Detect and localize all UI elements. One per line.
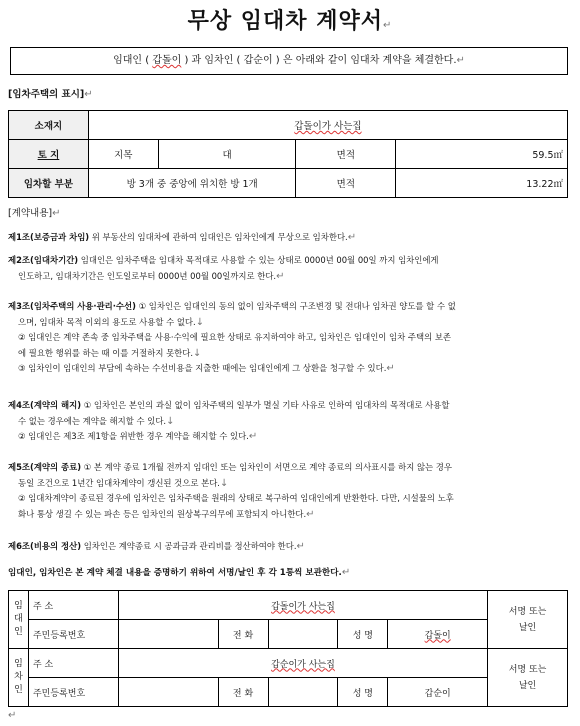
closing-statement: 임대인, 임차인은 본 계약 체결 내용을 증명하기 위하여 서명/날인 후 각 1통씩 보관한다.↵ bbox=[8, 567, 351, 578]
category-value: 대 bbox=[158, 140, 296, 169]
table-row bbox=[9, 620, 568, 649]
landlord-id-label: 주민등록번호 bbox=[28, 620, 118, 649]
table-row bbox=[9, 111, 568, 140]
tenant-sign-area[interactable]: 서명 또는 날인 bbox=[488, 649, 568, 707]
article-4: 제4조(계약의 해지) ① 임차인은 본인의 과실 없이 임차주택의 일부가 멸실 기타 사유로 인하여 임대차의 목적대로 사용할 수 없는 경우에는 계약을 해지할 수 있다.↓ ② 임대인은 제3조 제1항을 위반한 경우 계약을 해지할 수 있다.↵ bbox=[8, 400, 450, 442]
paragraph-mark: ↵ bbox=[8, 710, 17, 721]
signature-table bbox=[8, 590, 568, 707]
tenant-address-label: 주 소 bbox=[28, 649, 118, 678]
landlord-phone-label: 전 화 bbox=[218, 620, 268, 649]
land-area-label: 면적 bbox=[296, 140, 396, 169]
article-2: 제2조(임대차기간) 임대인은 임차주택을 임대차 목적대로 사용할 수 있는 상태로 0000년 00월 00일 까지 임차인에게 인도하고, 임대차기간은 인도일로부터 0000년 00월 00일까지로 한다.↵ bbox=[8, 255, 439, 282]
landlord-name-value: 갑돌이 bbox=[388, 620, 488, 649]
landlord-role-label: 임 대 인 bbox=[9, 591, 29, 649]
table-row bbox=[9, 140, 568, 169]
tenant-id-label: 주민등록번호 bbox=[28, 678, 118, 707]
landlord-name-label: 성 명 bbox=[338, 620, 388, 649]
rental-area-value: 13.22㎡ bbox=[396, 169, 568, 198]
table-row bbox=[9, 649, 568, 678]
property-section-heading: [임차주택의 표시]↵ bbox=[8, 89, 93, 100]
location-label: 소재지 bbox=[9, 111, 89, 140]
parties-box: 임대인 ( 갑돌이 ) 과 임차인 ( 갑순이 ) 은 아래와 같이 임대차 계약을 체결한다.↵ bbox=[10, 47, 568, 75]
tenant-phone-value[interactable] bbox=[268, 678, 338, 707]
land-area-value: 59.5㎡ bbox=[396, 140, 568, 169]
landlord-phone-value[interactable] bbox=[268, 620, 338, 649]
rental-part-value: 방 3개 중 중앙에 위치한 방 1개 bbox=[88, 169, 296, 198]
tenant-name-value: 갑순이 bbox=[388, 678, 488, 707]
tenant-phone-label: 전 화 bbox=[218, 678, 268, 707]
article-5: 제5조(계약의 종료) ① 본 계약 종료 1개월 전까지 임대인 또는 임차인이 서면으로 계약 종료의 의사표시를 하지 않는 경우 동일 조건으로 1년간 임대차계약이 갱신된 것으로 본다.↓ ② 임대차계약이 종료된 경우에 임차인은 임차주택을 원래의 상태로 복구하여 임대인에게 반환한다. 다만, 시설물의 노후 화나 통상 생길 수 있는 파손 등은 임차인의 원상복구의무에 포함되지 아니한다.↵ bbox=[8, 462, 454, 520]
rental-part-label: 임차할 부분 bbox=[9, 169, 89, 198]
tenant-name: 갑순이 bbox=[243, 55, 273, 66]
contract-section-heading: [계약내용]↵ bbox=[8, 208, 61, 219]
article-1: 제1조(보증금과 차임) 위 부동산의 임대차에 관하여 임대인은 임차인에게 무상으로 임차한다.↵ bbox=[8, 232, 357, 243]
landlord-address-value: 갑돌이가 사는집 bbox=[118, 591, 487, 620]
table-row bbox=[9, 591, 568, 620]
rental-area-label: 면적 bbox=[296, 169, 396, 198]
document-title: 무상 임대차 계약서↵ bbox=[187, 9, 393, 34]
property-table bbox=[8, 110, 568, 198]
article-3: 제3조(임차주택의 사용·관리·수선) ① 임차인은 임대인의 동의 없이 임차주택의 구조변경 및 전대나 임차권 양도를 할 수 없 으며, 임대차 목적 이외의 용도로 사용할 수 없다.↓ ② 임대인은 계약 존속 중 임차주택을 사용·수익에 필요한 상태로 유지하여야 하고, 임차인은 임대인이 임차 주택의 보존 에 필요한 행위를 하는 때 이를 거절하지 못한다.↓ ③ 임차인이 임대인의 부담에 속하는 수선비용을 지출한 때에는 임대인에게 그 상환을 청구할 수 있다.↵ bbox=[8, 301, 456, 374]
landlord-id-value[interactable] bbox=[118, 620, 218, 649]
table-row bbox=[9, 169, 568, 198]
tenant-name-label: 성 명 bbox=[338, 678, 388, 707]
table-row bbox=[9, 678, 568, 707]
location-value: 갑돌이가 사는집 bbox=[88, 111, 567, 140]
article-6: 제6조(비용의 정산) 임차인은 계약종료 시 공과금과 관리비를 정산하여야 한다.↵ bbox=[8, 541, 305, 552]
tenant-id-value[interactable] bbox=[118, 678, 218, 707]
landlord-address-label: 주 소 bbox=[28, 591, 118, 620]
land-label: 토 지 bbox=[9, 140, 89, 169]
category-label: 지목 bbox=[88, 140, 158, 169]
landlord-sign-area[interactable]: 서명 또는 날인 bbox=[488, 591, 568, 649]
landlord-name: 갑돌이 bbox=[152, 55, 182, 66]
tenant-address-value: 갑순이가 사는집 bbox=[118, 649, 487, 678]
tenant-role-label: 임 차 인 bbox=[9, 649, 29, 707]
